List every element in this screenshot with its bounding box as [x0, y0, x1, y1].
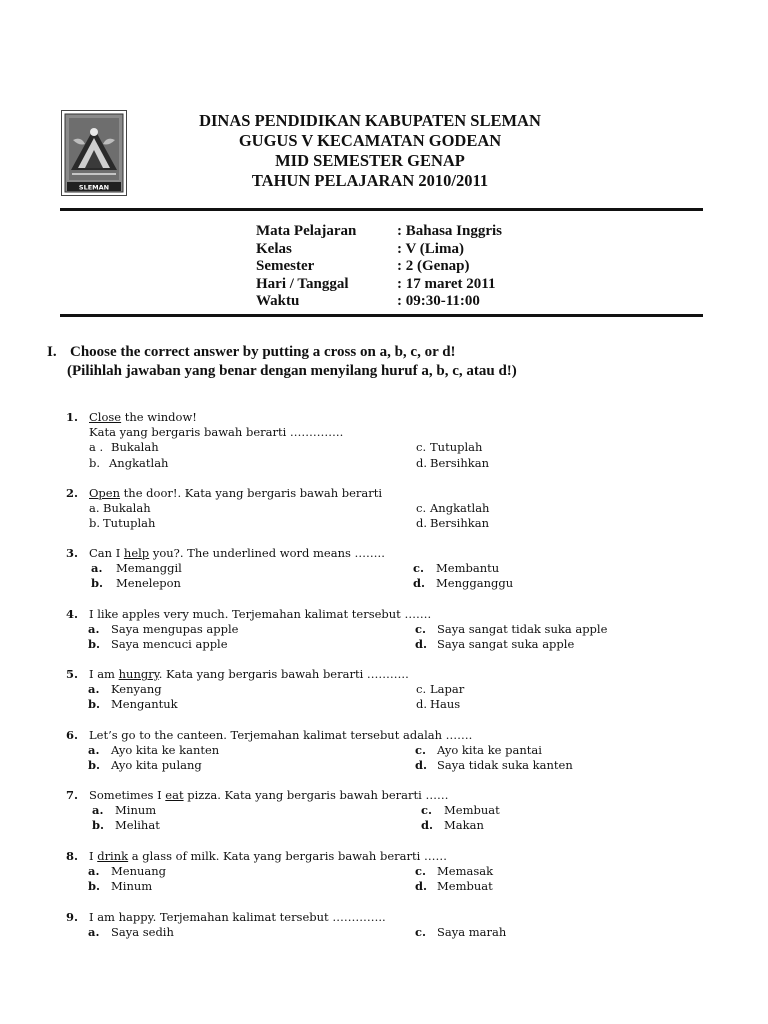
info-label: Waktu [256, 293, 300, 309]
underlined-word: Close [89, 410, 122, 424]
question-number: 6. [66, 728, 79, 742]
question-5: 5. I am hungry. Kata yang bergaris bawah berarti ……….. a. Kenyang c. Lapar b. Mengantuk d. Haus [66, 667, 465, 712]
question-text: Open the door!. Kata yang bergaris bawah berarti [89, 486, 383, 500]
question-number: 4. [66, 607, 79, 621]
question-text: Sometimes I eat pizza. Kata yang bergaris bawah berarti …… [89, 788, 449, 802]
question-number: 7. [66, 788, 79, 802]
section-number: I. [47, 344, 57, 360]
question-subtext: Kata yang bergaris bawah berarti ………….. [89, 425, 344, 440]
title-line: DINAS PENDIDIKAN KABUPATEN SLEMAN [199, 111, 541, 130]
info-divider [60, 314, 703, 317]
question-4: 4. I like apples very much. Terjemahan kalimat tersebut ……. a. Saya mengupas apple c. Saya sangat tidak suka apple b. Saya mencuci apple d. Saya sangat suka apple [66, 607, 608, 652]
underlined-word: help [123, 546, 150, 560]
underlined-word: eat [165, 788, 184, 802]
question-8: 8. I drink a glass of milk. Kata yang bergaris bawah berarti …… a. Menuang c. Memasak b. Minum d. Membuat [66, 849, 494, 894]
info-value: : V (Lima) [397, 240, 464, 257]
info-value: : 17 maret 2011 [397, 275, 496, 292]
info-label: Mata Pelajaran [256, 223, 357, 239]
underlined-word: Open [89, 486, 121, 500]
info-value: : 2 (Genap) [397, 258, 470, 274]
question-text: I drink a glass of milk. Kata yang bergaris bawah berarti …… [89, 849, 447, 863]
instruction-indonesian: (Pilihlah jawaban yang benar dengan menyilang huruf a, b, c, atau d!) [67, 363, 517, 379]
question-2: 2. Open the door!. Kata yang bergaris bawah berarti a. Bukalah c. Angkatlah b. Tutuplah d. Bersihkan [66, 486, 490, 531]
question-number: 5. [66, 667, 79, 681]
question-6: 6. Let’s go to the canteen. Terjemahan kalimat tersebut adalah ……. a. Ayo kita ke kanten c. Ayo kita ke pantai b. Ayo kita pulang d. Saya tidak suka kanten [66, 728, 573, 773]
header-titles [140, 111, 600, 191]
question-text: Let’s go to the canteen. Terjemahan kalimat tersebut adalah ……. [89, 728, 473, 742]
info-label: Hari / Tanggal [256, 275, 349, 292]
question-number: 8. [66, 849, 79, 863]
question-number: 2. [66, 486, 79, 500]
info-value: : Bahasa Inggris [397, 223, 503, 239]
question-7: 7. Sometimes I eat pizza. Kata yang bergaris bawah berarti …… a. Minum c. Membuat b. Melihat d. Makan [66, 788, 500, 833]
question-text: Close the window! [89, 410, 197, 424]
question-number: 3. [66, 546, 79, 560]
info-label: Kelas [256, 240, 292, 257]
question-text: I am happy. Terjemahan kalimat tersebut ………….. [89, 910, 386, 924]
underlined-word: drink [97, 849, 129, 863]
info-label: Semester [256, 258, 315, 274]
underlined-word: hungry [118, 667, 159, 681]
question-number: 9. [66, 910, 79, 924]
question-number: 1. [66, 410, 79, 424]
title-line: MID SEMESTER GENAP [275, 151, 465, 170]
info-value: : 09:30-11:00 [397, 293, 480, 309]
question-9: 9. I am happy. Terjemahan kalimat tersebut ………….. a. Saya sedih c. Saya marah [66, 910, 507, 940]
title-line: GUGUS V KECAMATAN GODEAN [238, 131, 502, 150]
title-line: TAHUN PELAJARAN 2010/2011 [251, 171, 489, 190]
question-1: 1. Close the window! Kata yang bergaris bawah berarti ………….. a . Bukalah c. Tutuplah b. Angkatlah d. Bersihkan [66, 410, 489, 470]
instruction-english: Choose the correct answer by putting a cross on a, b, c, or d! [70, 344, 456, 360]
header-divider [60, 208, 703, 211]
sleman-regency-logo-icon [61, 110, 127, 196]
logo-caption: SLEMAN [78, 183, 110, 192]
question-text: I am hungry. Kata yang bergaris bawah berarti ……….. [89, 667, 409, 681]
question-text: I like apples very much. Terjemahan kalimat tersebut ……. [89, 607, 432, 621]
question-3: 3. Can I help you?. The underlined word means …….. a. Memanggil c. Membantu b. Menelepon d. Mengganggu [66, 546, 514, 591]
question-text: Can I help you?. The underlined word means …….. [89, 546, 385, 560]
